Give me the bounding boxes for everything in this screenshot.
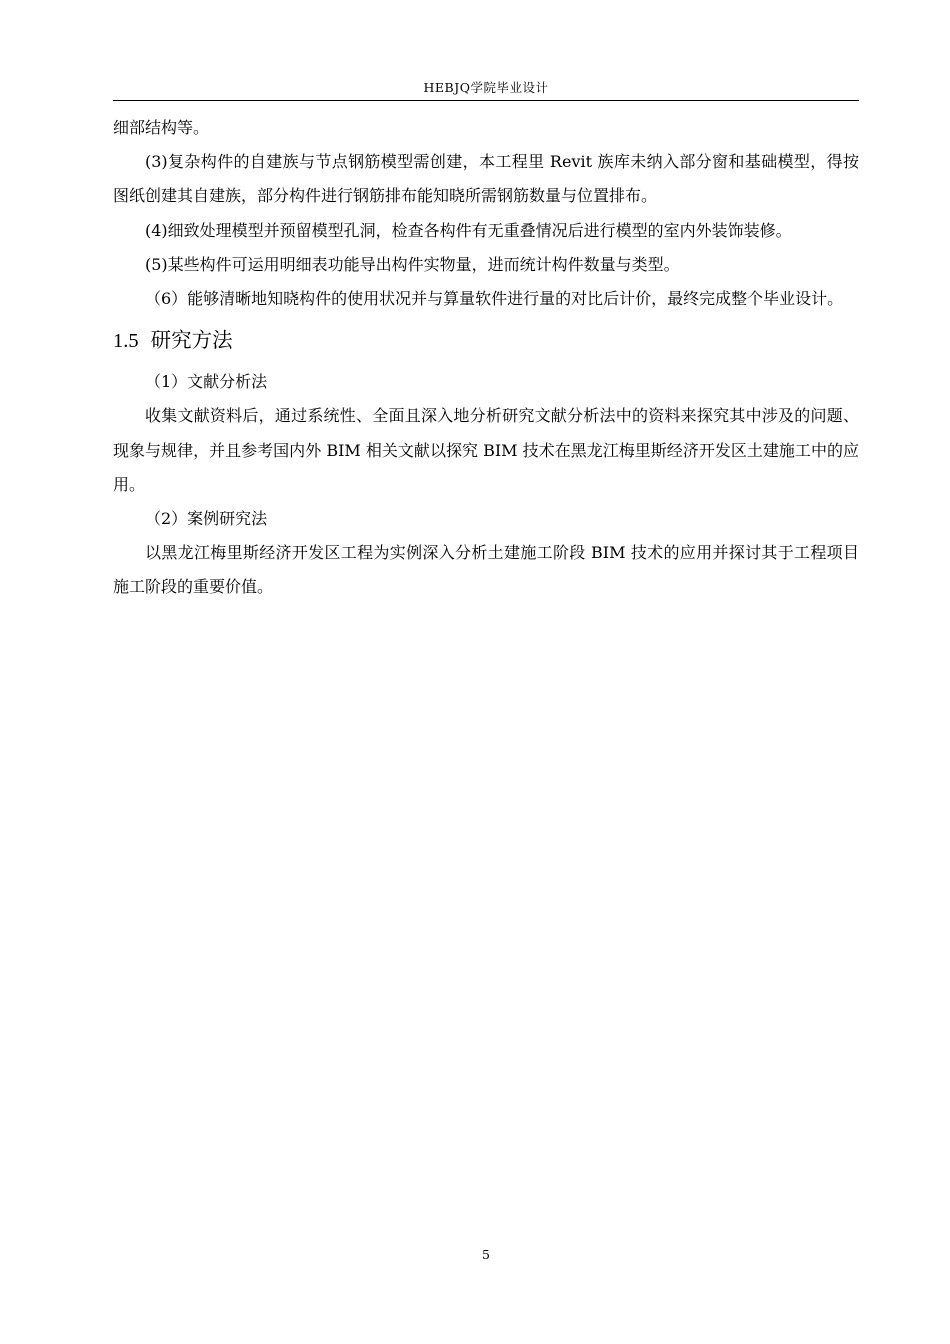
page-number: 5: [482, 1247, 490, 1262]
paragraph-item-6: （6）能够清晰地知晓构件的使用状况并与算量软件进行量的对比后计价，最终完成整个毕业设计。: [145, 289, 844, 309]
paragraph-item-3: (3)复杂构件的自建族与节点钢筋模型需创建，本工程里 Revit 族库未纳入部分窗和基础模型，得按图纸创建其自建族，部分构件进行钢筋排布能知晓所需钢筋数量与位置排布。: [113, 152, 859, 206]
section-title: 研究方法: [150, 328, 233, 353]
paragraph-item-5: (5)某些构件可运用明细表功能导出构件实物量，进而统计构件数量与类型。: [145, 254, 680, 274]
page-header: [113, 78, 859, 101]
method-2-title: （2）案例研究法: [145, 509, 268, 529]
paragraph-item-4: (4)细致处理模型并预留模型孔洞，检查各构件有无重叠情况后进行模型的室内外装饰装修。: [145, 220, 792, 240]
paragraph-continuation: 细部结构等。: [113, 118, 210, 137]
section-heading: [113, 316, 859, 365]
page-content: [113, 111, 859, 605]
header-title: HEBJQ学院毕业设计: [423, 80, 549, 95]
method-2-text: 以黑龙江梅里斯经济开发区工程为实例深入分析土建施工阶段 BIM 技术的应用并探讨其于工程项目施工阶段的重要价值。: [113, 543, 859, 597]
method-1-title: （1）文献分析法: [145, 372, 268, 392]
method-1-text: 收集文献资料后，通过系统性、全面且深入地分析研究文献分析法中的资料来探究其中涉及的问题、现象与规律，并且参考国内外 BIM 相关文献以探究 BIM 技术在黑龙江梅里斯经济开发区土建施工中的应用。: [113, 406, 859, 494]
section-number: 1.5: [113, 330, 139, 353]
